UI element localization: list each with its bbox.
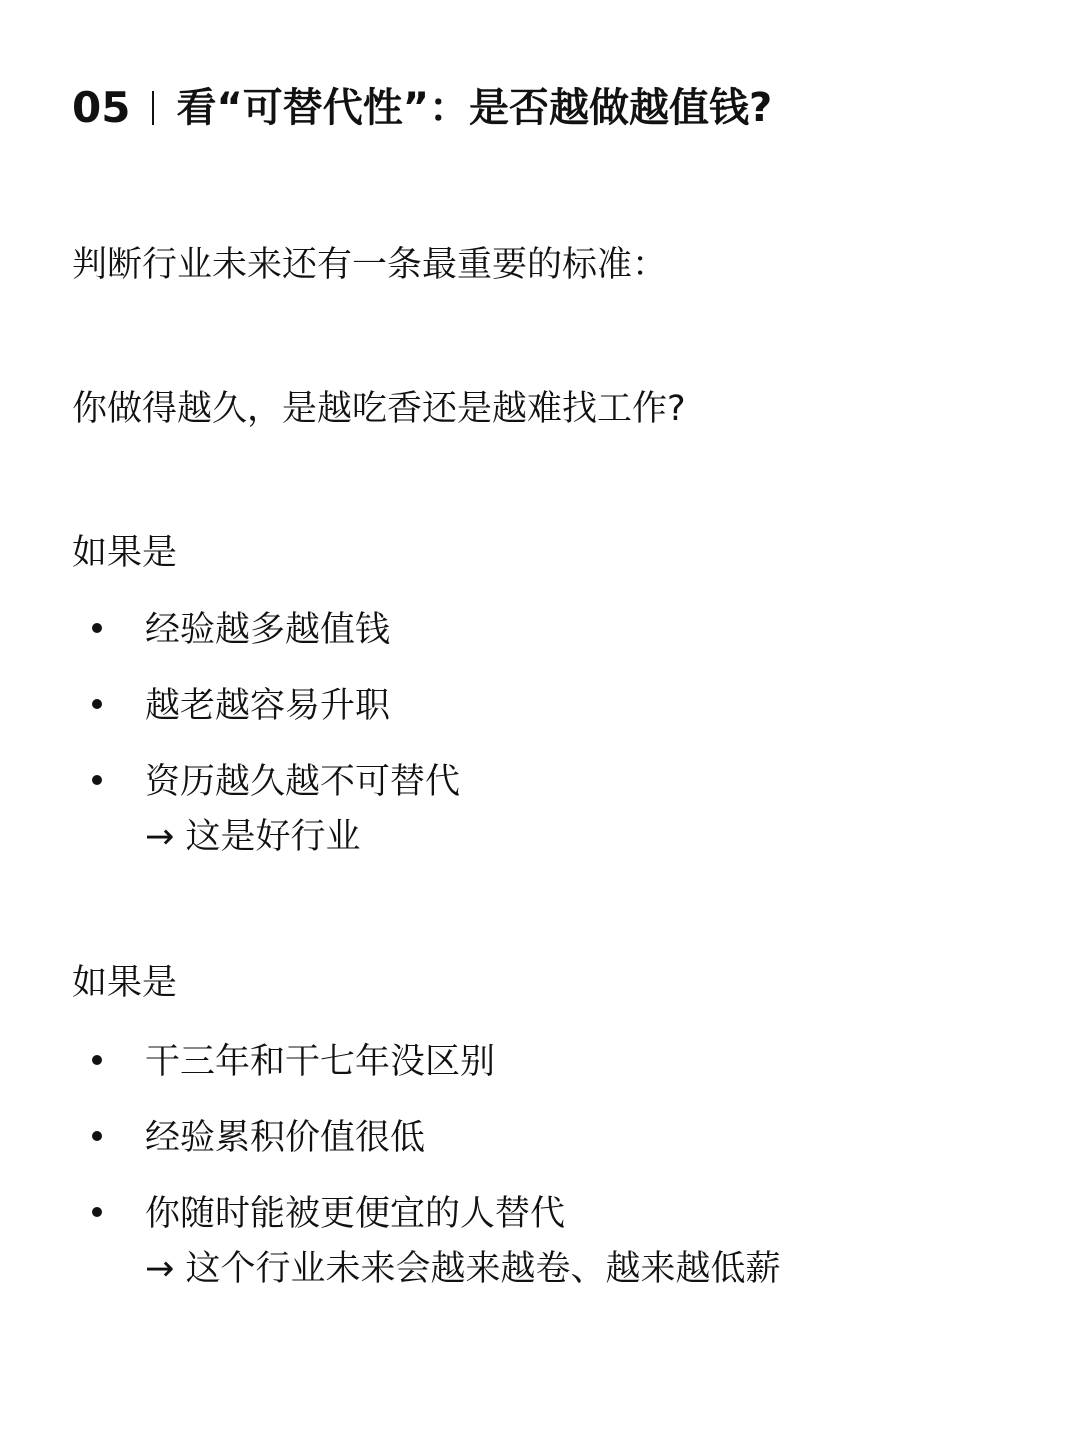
- bullet-icon: [92, 699, 102, 709]
- list-item-text: 经验累积价值很低: [145, 1118, 426, 1158]
- list-item-text: 干三年和干七年没区别: [145, 1042, 496, 1082]
- bullet-icon: [92, 1207, 102, 1217]
- list-item-text: 经验越多越值钱: [145, 610, 391, 650]
- bullet-icon: [92, 1055, 102, 1065]
- bad-case-conclusion: → 这个行业未来会越来越卷、越来越低薪: [145, 1249, 781, 1289]
- bullet-icon: [92, 623, 102, 633]
- bullet-icon: [92, 775, 102, 785]
- list-item-text: 资历越久越不可替代: [145, 762, 461, 802]
- good-case-label: 如果是: [72, 533, 178, 573]
- intro-line-2: 你做得越久，是越吃香还是越难找工作?: [72, 389, 686, 429]
- section-title: 看“可替代性”：是否越做越值钱?: [176, 85, 773, 131]
- intro-line-1: 判断行业未来还有一条最重要的标准：: [72, 245, 668, 285]
- list-item-text: 越老越容易升职: [145, 686, 391, 726]
- bad-case-label: 如果是: [72, 963, 178, 1003]
- section-number: 05: [72, 83, 131, 132]
- good-case-conclusion: → 这是好行业: [145, 817, 361, 857]
- heading-divider: [152, 91, 154, 125]
- section-heading: [72, 78, 772, 138]
- bullet-icon: [92, 1131, 102, 1141]
- list-item-text: 你随时能被更便宜的人替代: [145, 1194, 566, 1234]
